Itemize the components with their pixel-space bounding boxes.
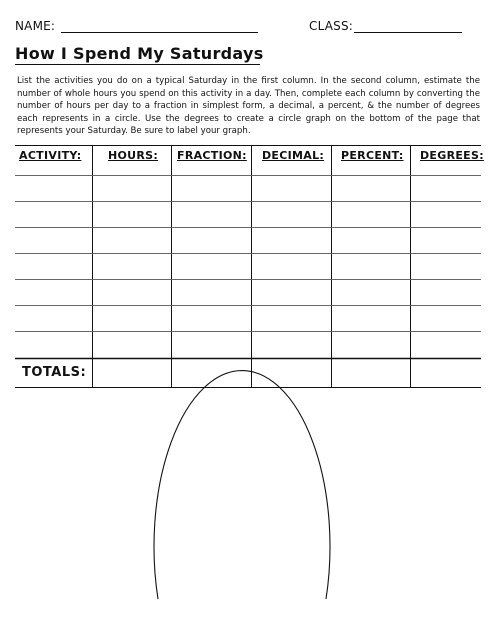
table-cell-activity[interactable] [15,176,92,201]
column-header-activity: ACTIVITY: [19,149,82,162]
table-cell-fraction[interactable] [172,228,251,253]
table-cell-percent[interactable] [332,202,410,227]
column-header-fraction: FRACTION: [177,149,247,162]
table-cell-hours[interactable] [93,202,171,227]
table-cell-activity[interactable] [15,306,92,331]
table-cell-degrees[interactable] [411,254,480,279]
table-cell-activity[interactable] [15,280,92,305]
totals-label: TOTALS: [22,365,87,380]
table-cell-degrees[interactable] [411,202,480,227]
table-cell-degrees[interactable] [411,306,480,331]
name-label: NAME: [15,19,56,33]
table-cell-fraction[interactable] [172,176,251,201]
table-cell-fraction[interactable] [172,202,251,227]
worksheet-title: How I Spend My Saturdays [15,44,264,63]
column-header-degrees: DEGREES: [420,149,484,162]
totals-cell-degrees[interactable] [411,360,480,387]
table-cell-percent[interactable] [332,332,410,358]
table-cell-hours[interactable] [93,254,171,279]
table-cell-fraction[interactable] [172,280,251,305]
table-cell-degrees[interactable] [411,176,480,201]
table-cell-degrees[interactable] [411,228,480,253]
table-cell-hours[interactable] [93,176,171,201]
column-header-decimal: DECIMAL: [262,149,325,162]
table-cell-decimal[interactable] [252,228,331,253]
table-cell-decimal[interactable] [252,254,331,279]
table-cell-hours[interactable] [93,332,171,358]
table-cell-activity[interactable] [15,254,92,279]
table-cell-hours[interactable] [93,306,171,331]
table-cell-fraction[interactable] [172,306,251,331]
table-cell-degrees[interactable] [411,280,480,305]
table-cell-decimal[interactable] [252,176,331,201]
column-header-hours: HOURS: [108,149,159,162]
table-cell-hours[interactable] [93,228,171,253]
table-cell-hours[interactable] [93,280,171,305]
column-header-percent: PERCENT: [341,149,404,162]
class-label: CLASS: [309,19,354,33]
table-cell-decimal[interactable] [252,306,331,331]
table-cell-fraction[interactable] [172,254,251,279]
totals-cell-fraction[interactable] [172,360,251,387]
table-cell-degrees[interactable] [411,332,480,358]
table-cell-decimal[interactable] [252,202,331,227]
totals-cell-decimal[interactable] [252,360,331,387]
table-cell-percent[interactable] [332,228,410,253]
totals-cell-hours[interactable] [93,360,171,387]
instructions-text: List the activities you do on a typical Saturday in the first column. In the second column, estimate the number of whole hours you spend on this activity in a day. Then, complete each column by converting the number of hours per day to a fraction in simplest form, a decimal, a percent, & the number of degrees each represents in a circle. Use the degrees to create a circle graph on the bottom of the page that represents your Saturday. Be sure to label your graph. [17,76,480,136]
table-cell-decimal[interactable] [252,332,331,358]
table-cell-percent[interactable] [332,176,410,201]
table-cell-percent[interactable] [332,306,410,331]
table-cell-activity[interactable] [15,228,92,253]
totals-cell-percent[interactable] [332,360,410,387]
table-cell-activity[interactable] [15,332,92,358]
table-cell-fraction[interactable] [172,332,251,358]
table-cell-percent[interactable] [332,280,410,305]
table-cell-percent[interactable] [332,254,410,279]
table-cell-activity[interactable] [15,202,92,227]
table-cell-decimal[interactable] [252,280,331,305]
circle-graph-outline [154,371,330,599]
